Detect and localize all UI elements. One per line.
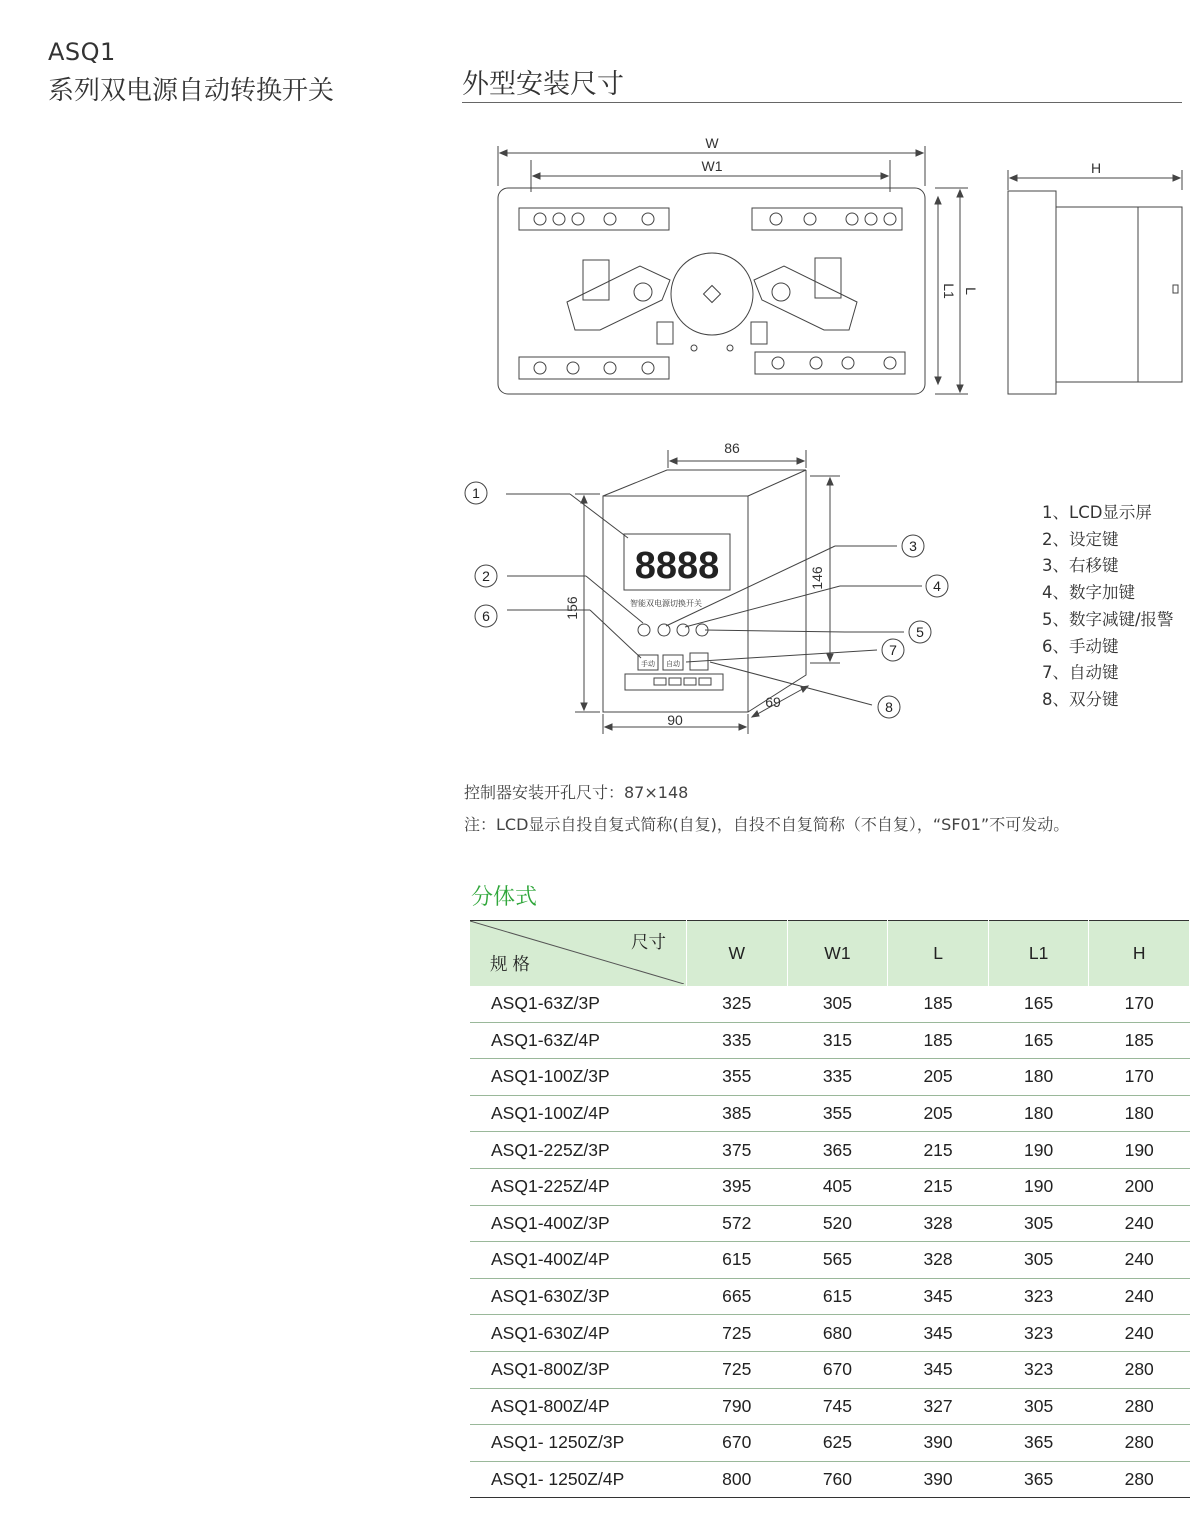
value-cell: 280 xyxy=(1089,1388,1190,1425)
marker-8: 8 xyxy=(885,699,893,715)
dim-90: 90 xyxy=(667,712,683,728)
model-cell: ASQ1-630Z/4P xyxy=(470,1315,687,1352)
model-cell: ASQ1-63Z/4P xyxy=(470,1022,687,1059)
table-row xyxy=(470,1168,1190,1205)
value-cell: 240 xyxy=(1089,1242,1190,1279)
model-cell: ASQ1-800Z/4P xyxy=(470,1388,687,1425)
model-cell: ASQ1-100Z/3P xyxy=(470,1059,687,1096)
table-row xyxy=(470,1095,1190,1132)
table-row xyxy=(470,1242,1190,1279)
value-cell: 165 xyxy=(988,986,1089,1022)
value-cell: 180 xyxy=(988,1059,1089,1096)
value-cell: 180 xyxy=(1089,1095,1190,1132)
column-header: W1 xyxy=(787,921,888,987)
dim-86: 86 xyxy=(724,440,740,456)
value-cell: 345 xyxy=(888,1278,989,1315)
dim-l1-label: L1 xyxy=(941,283,957,299)
product-code: ASQ1 xyxy=(48,38,116,66)
dimensions-table xyxy=(470,920,1190,1498)
marker-4: 4 xyxy=(933,578,941,594)
model-cell: ASQ1-400Z/3P xyxy=(470,1205,687,1242)
table-row xyxy=(470,1315,1190,1352)
value-cell: 305 xyxy=(988,1242,1089,1279)
panel-label: 智能双电源切换开关 xyxy=(630,599,702,608)
value-cell: 790 xyxy=(687,1388,788,1425)
value-cell: 800 xyxy=(687,1461,788,1498)
marker-5: 5 xyxy=(916,624,924,640)
legend-item: 1、LCD显示屏 xyxy=(1042,503,1152,522)
value-cell: 215 xyxy=(888,1132,989,1169)
value-cell: 760 xyxy=(787,1461,888,1498)
table-corner-header xyxy=(470,921,687,987)
model-cell: ASQ1-400Z/4P xyxy=(470,1242,687,1279)
corner-top-label: 尺寸 xyxy=(631,932,666,952)
model-cell: ASQ1-630Z/3P xyxy=(470,1278,687,1315)
value-cell: 328 xyxy=(888,1242,989,1279)
legend-item: 6、手动键 xyxy=(1042,636,1119,656)
value-cell: 315 xyxy=(787,1022,888,1059)
value-cell: 240 xyxy=(1089,1278,1190,1315)
value-cell: 165 xyxy=(988,1022,1089,1059)
value-cell: 185 xyxy=(1089,1022,1190,1059)
legend-item: 2、设定键 xyxy=(1042,529,1119,549)
value-cell: 280 xyxy=(1089,1461,1190,1498)
value-cell: 323 xyxy=(988,1315,1089,1352)
column-header: H xyxy=(1089,921,1190,987)
value-cell: 385 xyxy=(687,1095,788,1132)
lcd-note: 注：LCD显示自投自复式简称(自复)，自投不自复简称（不自复），“SF01”不可发动。 xyxy=(464,815,1070,834)
value-cell: 390 xyxy=(888,1461,989,1498)
value-cell: 205 xyxy=(888,1059,989,1096)
lcd-display: 8888 xyxy=(634,545,720,587)
value-cell: 328 xyxy=(888,1205,989,1242)
value-cell: 520 xyxy=(787,1205,888,1242)
model-cell: ASQ1- 1250Z/4P xyxy=(470,1461,687,1498)
column-header: W xyxy=(687,921,788,987)
value-cell: 725 xyxy=(687,1315,788,1352)
model-cell: ASQ1-225Z/3P xyxy=(470,1132,687,1169)
value-cell: 345 xyxy=(888,1315,989,1352)
value-cell: 345 xyxy=(888,1351,989,1388)
legend-item: 4、数字加键 xyxy=(1042,583,1135,603)
value-cell: 205 xyxy=(888,1095,989,1132)
controller-drawing xyxy=(0,430,1040,750)
dim-w-label: W xyxy=(705,135,719,151)
corner-bottom-label: 规 格 xyxy=(490,954,530,974)
value-cell: 215 xyxy=(888,1168,989,1205)
value-cell: 572 xyxy=(687,1205,788,1242)
value-cell: 170 xyxy=(1089,986,1190,1022)
table-row xyxy=(470,1132,1190,1169)
value-cell: 170 xyxy=(1089,1059,1190,1096)
dim-h-label: H xyxy=(1090,160,1102,176)
dim-146: 146 xyxy=(809,566,825,590)
value-cell: 185 xyxy=(888,986,989,1022)
value-cell: 390 xyxy=(888,1425,989,1462)
model-cell: ASQ1-800Z/3P xyxy=(470,1351,687,1388)
value-cell: 615 xyxy=(687,1242,788,1279)
dim-69: 69 xyxy=(765,694,781,710)
value-cell: 190 xyxy=(988,1168,1089,1205)
value-cell: 323 xyxy=(988,1351,1089,1388)
table-row xyxy=(470,1278,1190,1315)
value-cell: 280 xyxy=(1089,1425,1190,1462)
section-title: 外型安装尺寸 xyxy=(462,69,624,100)
dim-l-label: L xyxy=(963,287,979,295)
dim-w1-label: W1 xyxy=(701,158,723,174)
value-cell: 325 xyxy=(687,986,788,1022)
table-row xyxy=(470,1022,1190,1059)
marker-3: 3 xyxy=(909,538,917,554)
legend-item: 8、双分键 xyxy=(1042,689,1119,709)
value-cell: 365 xyxy=(988,1425,1089,1462)
switch-outline-drawing xyxy=(0,0,1200,420)
value-cell: 240 xyxy=(1089,1205,1190,1242)
auto-button[interactable]: 自动 xyxy=(666,661,680,668)
value-cell: 745 xyxy=(787,1388,888,1425)
value-cell: 665 xyxy=(687,1278,788,1315)
value-cell: 190 xyxy=(1089,1132,1190,1169)
dim-156: 156 xyxy=(564,596,580,620)
value-cell: 355 xyxy=(687,1059,788,1096)
value-cell: 625 xyxy=(787,1425,888,1462)
model-cell: ASQ1- 1250Z/3P xyxy=(470,1425,687,1462)
table-row xyxy=(470,1059,1190,1096)
manual-button[interactable]: 手动 xyxy=(641,661,655,668)
value-cell: 365 xyxy=(787,1132,888,1169)
legend-item: 7、自动键 xyxy=(1042,663,1119,683)
model-cell: ASQ1-63Z/3P xyxy=(470,986,687,1022)
table-title: 分体式 xyxy=(471,885,538,910)
model-cell: ASQ1-225Z/4P xyxy=(470,1168,687,1205)
value-cell: 305 xyxy=(988,1205,1089,1242)
value-cell: 305 xyxy=(988,1388,1089,1425)
marker-2: 2 xyxy=(482,568,490,584)
table-row xyxy=(470,986,1190,1022)
product-name: 系列双电源自动转换开关 xyxy=(48,76,335,106)
table-row xyxy=(470,1351,1190,1388)
value-cell: 335 xyxy=(687,1022,788,1059)
value-cell: 725 xyxy=(687,1351,788,1388)
value-cell: 670 xyxy=(787,1351,888,1388)
marker-6: 6 xyxy=(482,608,490,624)
table-row xyxy=(470,1425,1190,1462)
column-header: L xyxy=(888,921,989,987)
marker-7: 7 xyxy=(889,642,897,658)
value-cell: 395 xyxy=(687,1168,788,1205)
value-cell: 365 xyxy=(988,1461,1089,1498)
model-cell: ASQ1-100Z/4P xyxy=(470,1095,687,1132)
value-cell: 280 xyxy=(1089,1351,1190,1388)
controller-legend xyxy=(1042,500,1174,714)
value-cell: 565 xyxy=(787,1242,888,1279)
value-cell: 180 xyxy=(988,1095,1089,1132)
table-row xyxy=(470,1205,1190,1242)
value-cell: 670 xyxy=(687,1425,788,1462)
value-cell: 305 xyxy=(787,986,888,1022)
legend-item: 5、数字减键/报警 xyxy=(1042,609,1174,629)
value-cell: 375 xyxy=(687,1132,788,1169)
value-cell: 405 xyxy=(787,1168,888,1205)
value-cell: 327 xyxy=(888,1388,989,1425)
value-cell: 680 xyxy=(787,1315,888,1352)
marker-1: 1 xyxy=(472,485,480,501)
value-cell: 355 xyxy=(787,1095,888,1132)
value-cell: 335 xyxy=(787,1059,888,1096)
value-cell: 185 xyxy=(888,1022,989,1059)
table-row xyxy=(470,1388,1190,1425)
column-header: L1 xyxy=(988,921,1089,987)
value-cell: 323 xyxy=(988,1278,1089,1315)
legend-item: 3、右移键 xyxy=(1042,556,1119,576)
value-cell: 615 xyxy=(787,1278,888,1315)
table-row xyxy=(470,1461,1190,1498)
value-cell: 240 xyxy=(1089,1315,1190,1352)
cutout-size-note: 控制器安装开孔尺寸：87×148 xyxy=(464,783,689,802)
value-cell: 190 xyxy=(988,1132,1089,1169)
value-cell: 200 xyxy=(1089,1168,1190,1205)
